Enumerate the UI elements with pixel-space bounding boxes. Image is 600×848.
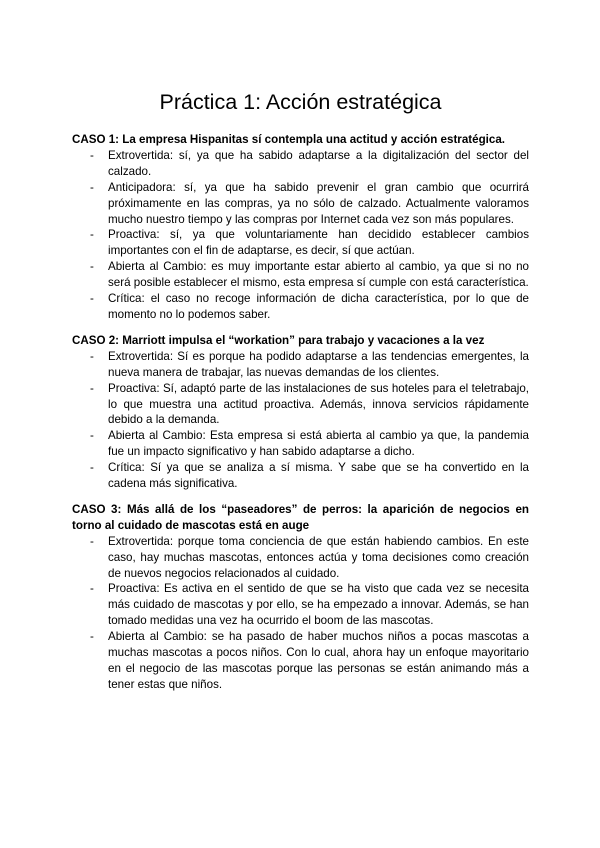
bullet-dash: - xyxy=(90,292,94,306)
list-item xyxy=(90,349,529,381)
bullet-dash: - xyxy=(90,148,94,162)
case-section-1 xyxy=(72,132,529,323)
bullet-dash: - xyxy=(90,630,94,644)
case-label: CASO 2: xyxy=(72,333,120,347)
list-item-text: Abierta al Cambio: Esta empresa si está abierta al cambio ya que, la pandemia fue un impacto significativo y han sabido adaptarse a dicho. xyxy=(108,429,529,459)
bullet-dash: - xyxy=(90,461,94,475)
list-item xyxy=(90,428,529,460)
list-item xyxy=(90,581,529,629)
case-item-list xyxy=(72,148,529,323)
list-item-text: Extrovertida: sí, ya que ha sabido adaptarse a la digitalización del sector del calzado. xyxy=(108,148,529,178)
list-item xyxy=(90,460,529,492)
list-item xyxy=(90,148,529,180)
list-item-text: Anticipadora: sí, ya que ha sabido prevenir el gran cambio que ocurrirá próximamente en las compras, ya no sólo de calzado. Actualmente valoramos mucho nuestro tiempo y las compras por Internet cada vez son más populares. xyxy=(108,180,529,226)
bullet-dash: - xyxy=(90,429,94,443)
case-heading xyxy=(72,333,529,349)
list-item-text: Proactiva: Sí, adaptó parte de las instalaciones de sus hoteles para el teletrabajo, lo que muestra una actitud proactiva. Además, innova servicios rápidamente debido a la demanda. xyxy=(108,381,529,427)
page-title: Práctica 1: Acción estratégica xyxy=(159,90,442,114)
list-item-text: Extrovertida: porque toma conciencia de que están habiendo cambios. En este caso, hay muchas mascotas, entonces actúa y toma decisiones como creación de nuevos negocios relacionados al cuidado. xyxy=(108,534,529,580)
list-item xyxy=(90,534,529,582)
bullet-dash: - xyxy=(90,260,94,274)
case-item-list xyxy=(72,534,529,693)
list-item xyxy=(90,629,529,693)
list-item xyxy=(90,291,529,323)
case-section-3 xyxy=(72,502,529,693)
list-item xyxy=(90,180,529,228)
bullet-dash: - xyxy=(90,582,94,596)
bullet-dash: - xyxy=(90,349,94,363)
list-item xyxy=(90,381,529,429)
bullet-dash: - xyxy=(90,180,94,194)
list-item-text: Proactiva: Es activa en el sentido de que se ha visto que cada vez se necesita más cuidado de mascotas y por ello, se ha empezado a innovar. Además, se han tomado medidas una vez ha ocurrido el boom de las mascotas. xyxy=(108,582,529,628)
case-heading xyxy=(72,132,529,148)
case-title: Más allá de los “paseadores” de perros: la aparición de negocios en torno al cuidado de mascotas está en auge xyxy=(72,502,529,532)
list-item-text: Crítica: Sí ya que se analiza a sí misma. Y sabe que se ha convertido en la cadena más significativa. xyxy=(108,461,529,491)
case-title: La empresa Hispanitas sí contempla una actitud y acción estratégica. xyxy=(122,133,505,146)
list-item xyxy=(90,227,529,259)
list-item-text: Abierta al Cambio: es muy importante estar abierto al cambio, ya que si no no será posible establecer el mismo, esta empresa sí cumple con está característica. xyxy=(108,260,529,290)
list-item-text: Crítica: el caso no recoge información de dicha característica, por lo que de momento no lo podemos saber. xyxy=(108,292,529,321)
list-item-text: Proactiva: sí, ya que voluntariamente han decidido establecer cambios importantes con el fin de adaptarse, es decir, sí que actúan. xyxy=(108,228,529,258)
case-title: Marriott impulsa el “workation” para trabajo y vacaciones a la vez xyxy=(122,333,485,347)
cases-container xyxy=(72,132,529,693)
case-heading xyxy=(72,502,529,534)
case-section-2 xyxy=(72,333,529,492)
list-item-text: Abierta al Cambio: se ha pasado de haber muchos niños a pocas mascotas a muchas mascotas a pocos niños. Con lo cual, ahora hay un enfoque mayoritario en el negocio de las mascotas porque las personas se están animando más a tener estas que niños. xyxy=(108,630,529,691)
list-item xyxy=(90,259,529,291)
bullet-dash: - xyxy=(90,381,94,395)
list-item-text: Extrovertida: Sí es porque ha podido adaptarse a las tendencias emergentes, la nueva manera de trabajar, las nuevas demandas de los clientes. xyxy=(108,349,529,379)
bullet-dash: - xyxy=(90,228,94,242)
case-item-list xyxy=(72,349,529,492)
bullet-dash: - xyxy=(90,534,94,548)
case-label: CASO 1: xyxy=(72,133,120,146)
case-label: CASO 3: xyxy=(72,502,122,516)
